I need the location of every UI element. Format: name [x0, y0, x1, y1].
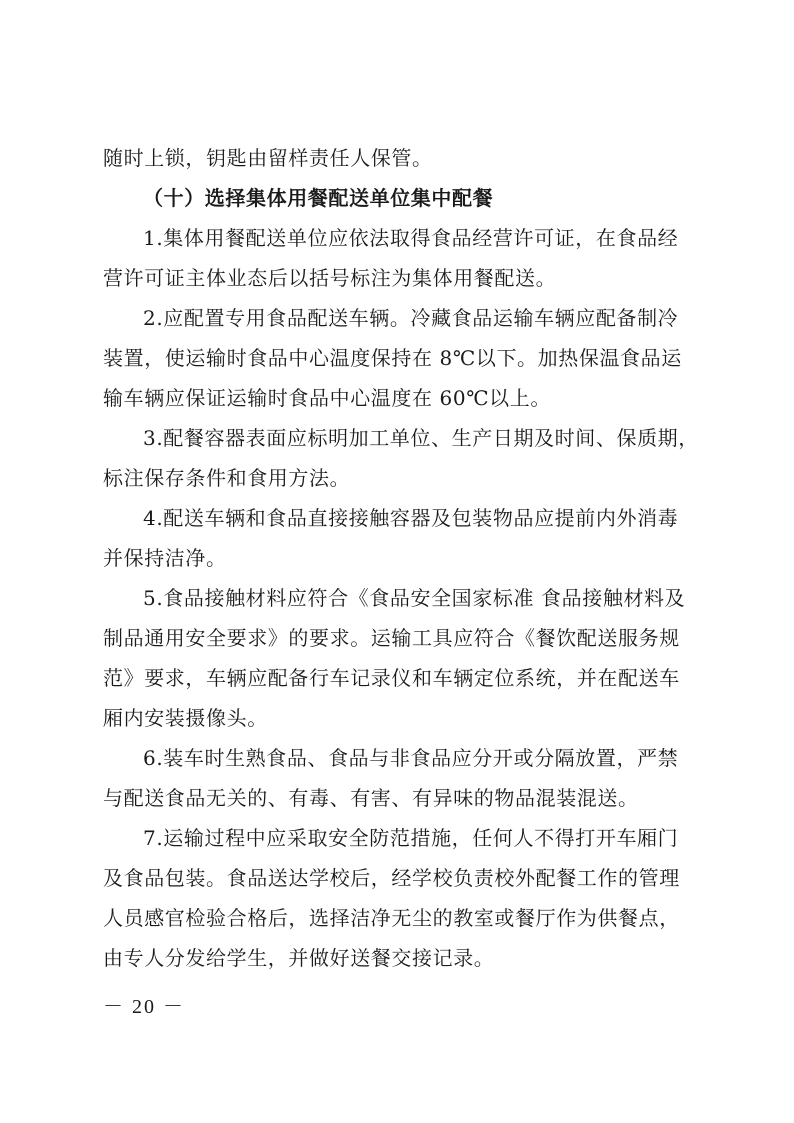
body-text — [103, 138, 697, 978]
text-line: 由专人分发给学生，并做好送餐交接记录。 — [103, 946, 495, 970]
section-heading — [103, 178, 697, 218]
item-paragraph-4 — [103, 498, 697, 578]
text-line: 人员感官检验合格后，选择洁净无尘的教室或餐厅作为供餐点， — [103, 906, 680, 930]
item-paragraph-6 — [103, 738, 697, 818]
text-line: 制品通用安全要求》的要求。运输工具应符合《餐饮配送服务规 — [103, 626, 680, 650]
text-line: 及食品包装。食品送达学校后，经学校负责校外配餐工作的管理 — [103, 866, 680, 890]
text-line: 5.食品接触材料应符合《食品安全国家标准 食品接触材料及 — [143, 586, 686, 610]
item-paragraph-1 — [103, 218, 697, 298]
text-line: 7.运输过程中应采取安全防范措施，任何人不得打开车厢门 — [143, 826, 679, 850]
text-line: 4.配送车辆和食品直接接触容器及包装物品应提前内外消毒 — [143, 506, 679, 530]
heading-text: （十）选择集体用餐配送单位集中配餐 — [143, 186, 494, 210]
page-number: － 20 － — [103, 996, 185, 1018]
text-line: 1.集体用餐配送单位应依法取得食品经营许可证，在食品经 — [143, 226, 679, 250]
continuation-paragraph — [103, 138, 697, 178]
text-line: 装置，使运输时食品中心温度保持在 8℃以下。加热保温食品运 — [103, 346, 682, 370]
text-line: 6.装车时生熟食品、食品与非食品应分开或分隔放置，严禁 — [143, 746, 679, 770]
item-paragraph-3 — [103, 418, 697, 498]
text-line: 厢内安装摄像头。 — [103, 706, 268, 730]
text-line: 标注保存条件和食用方法。 — [103, 466, 351, 490]
text-line: 与配送食品无关的、有毒、有害、有异味的物品混装混送。 — [103, 786, 639, 810]
text-line: 营许可证主体业态后以括号标注为集体用餐配送。 — [103, 266, 557, 290]
text-line: 2.应配置专用食品配送车辆。冷藏食品运输车辆应配备制冷 — [143, 306, 679, 330]
item-paragraph-7 — [103, 818, 697, 978]
item-paragraph-2 — [103, 298, 697, 418]
text-line: 并保持洁净。 — [103, 546, 227, 570]
text-line: 随时上锁，钥匙由留样责任人保管。 — [103, 146, 433, 170]
text-line: 3.配餐容器表面应标明加工单位、生产日期及时间、保质期， — [143, 426, 699, 450]
text-line: 范》要求，车辆应配备行车记录仪和车辆定位系统，并在配送车 — [103, 666, 680, 690]
text-line: 输车辆应保证运输时食品中心温度在 60℃以上。 — [103, 386, 551, 410]
item-paragraph-5 — [103, 578, 697, 738]
